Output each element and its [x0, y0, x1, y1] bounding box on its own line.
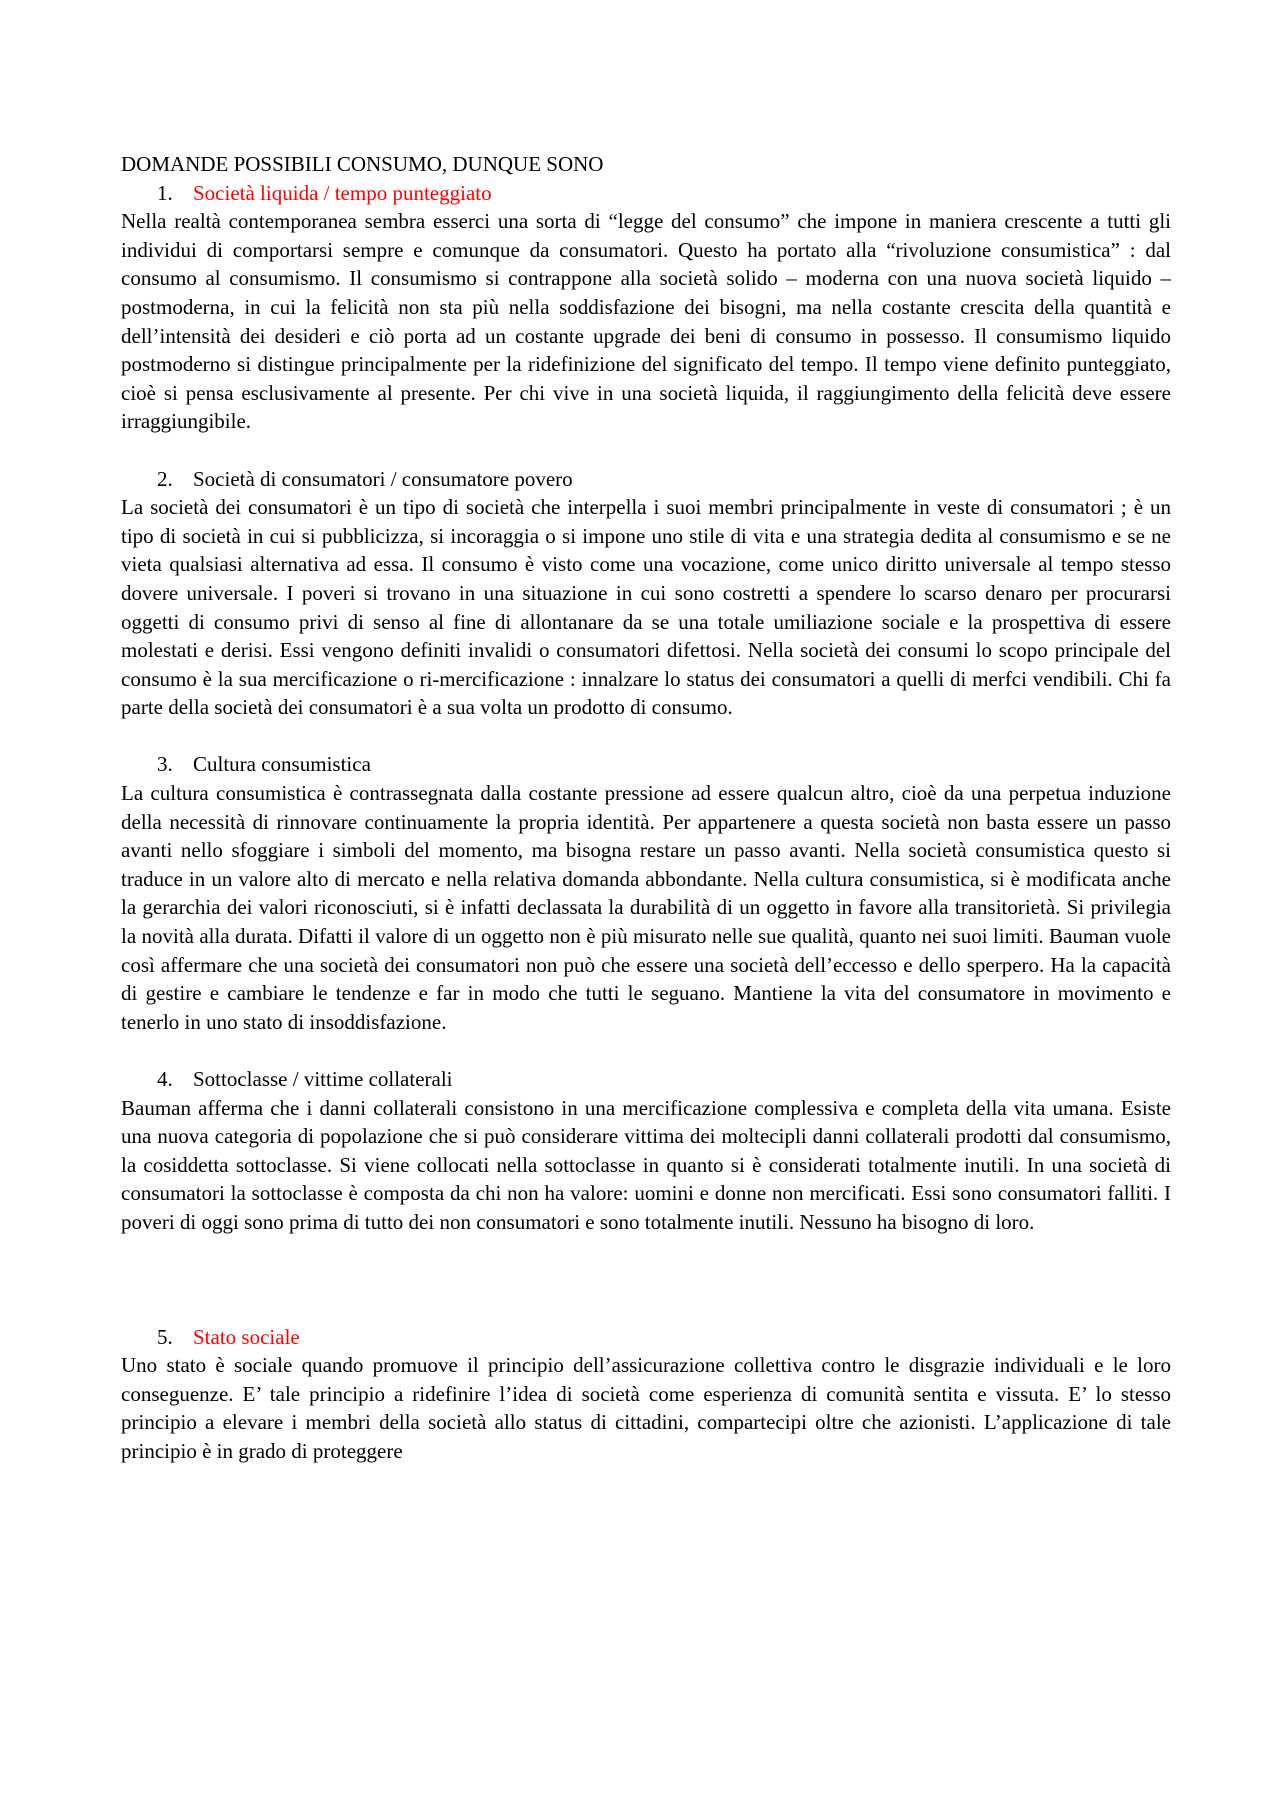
section-title: Società di consumatori / consumatore povero	[193, 466, 573, 491]
section-body-1: Nella realtà contemporanea sembra esserci una sorta di “legge del consumo” che impone in maniera crescente a tutti gli individui di comportarsi sempre e comunque da consumatori. Questo ha portato alla “rivoluzione consumistica” : dal consumo al consumismo. Il consumismo si contrappone alla società solido – moderna con una nuova società liquido – postmoderna, in cui la felicità non sta più nella soddisfazione dei bisogni, ma nella costante crescita della quantità e dell’intensità dei desideri e ciò porta ad un costante upgrade dei beni di consumo in possesso. Il consumismo liquido postmoderno si distingue principalmente per la ridefinizione del significato del tempo. Il tempo viene definito punteggiato, cioè si pensa esclusivamente al presente. Per chi vive in una società liquida, il raggiungimento della felicità deve essere irraggiungibile.	[121, 209, 1171, 434]
document-title: DOMANDE POSSIBILI CONSUMO, DUNQUE SONO	[121, 152, 604, 176]
paragraph-spacer	[121, 1237, 1171, 1323]
section-heading-3	[121, 750, 1171, 779]
section-body-4: Bauman afferma che i danni collaterali consistono in una mercificazione complessiva e completa della vita umana. Esiste una nuova categoria di popolazione che si può considerare vittima dei moltecipli danni collaterali prodotti dal consumismo, la cosiddetta sottoclasse. Si viene collocati nella sottoclasse in quanto si è considerati totalmente inutili. In una società di consumatori la sottoclasse è composta da chi non ha valore: uomini e donne non mercificati. Essi sono consumatori falliti. I poveri di oggi sono prima di tutto dei non consumatori e sono totalmente inutili. Nessuno ha bisogno di loro.	[121, 1095, 1171, 1234]
document-body	[121, 150, 1171, 1466]
section-title: Società liquida / tempo punteggiato	[193, 180, 492, 205]
section-title: Sottoclasse / vittime collaterali	[193, 1067, 453, 1091]
section-heading-4	[121, 1065, 1171, 1094]
section-number: 1.	[157, 180, 173, 205]
paragraph-spacer	[121, 1036, 1171, 1065]
section-body-3: La cultura consumistica è contrassegnata dalla costante pressione ad essere qualcun altro, cioè da una perpetua induzione della necessità di rinnovare continuamente la propria identità. Per appartenere a questa società non basta essere un passo avanti nello sfoggiare i simboli del momento, ma bisogna restare un passo avanti. Nella società consumistica questo si traduce in un valore alto di mercato e nella relativa domanda abbondante. Nella cultura consumistica, si è modificata anche la gerarchia dei valori riconosciuti, si è infatti declassata la durabilità di un oggetto in favore alla transitorietà. Si privilegia la novità alla durata. Difatti il valore di un oggetto non è più misurato nelle sue qualità, quanto nei suoi limiti. Bauman vuole così affermare che una società dei consumatori non può che essere una società dell’eccesso e dello sperpero. Ha la capacità di gestire e cambiare le tendenze e far in modo che tutti le seguano. Mantiene la vita del consumatore in movimento e tenerlo in uno stato di insoddisfazione.	[121, 781, 1171, 1034]
section-body-2: La società dei consumatori è un tipo di società che interpella i suoi membri principalmente in veste di consumatori ; è un tipo di società in cui si pubblicizza, si incoraggia o si impone uno stile di vita e una strategia dedita al consumismo e se ne vieta qualsiasi alternativa ad essa. Il consumo è visto come una vocazione, come unico diritto universale al tempo stesso dovere universale. I poveri si trovano in una situazione in cui sono costretti a spendere lo scarso denaro per procurarsi oggetti di consumo privi di senso al fine di allontanare da se una totale umiliazione sociale e la prospettiva di essere molestati e derisi. Essi vengono definiti invalidi o consumatori difettosi. Nella società dei consumi lo scopo principale del consumo è la sua mercificazione o ri-mercificazione : innalzare lo status dei consumatori a quelli di merfci vendibili. Chi fa parte della società dei consumatori è a sua volta un prodotto di consumo.	[121, 495, 1171, 720]
section-heading-1	[121, 179, 1171, 208]
paragraph-spacer	[121, 722, 1171, 751]
section-number: 2.	[157, 466, 173, 491]
section-title: Cultura consumistica	[193, 752, 371, 777]
section-number: 4.	[157, 1067, 173, 1091]
section-heading-5	[121, 1323, 1171, 1352]
paragraph-spacer	[121, 436, 1171, 465]
section-heading-2	[121, 465, 1171, 494]
section-body-5: Uno stato è sociale quando promuove il principio dell’assicurazione collettiva contro le disgrazie individuali e le loro conseguenze. E’ tale principio a ridefinire l’idea di società come esperienza di comunità sentita e vissuta. E’ lo stesso principio a elevare i membri della società allo status di cittadini, compartecipi oltre che azionisti. L’applicazione di tale principio è in grado di proteggere	[121, 1353, 1171, 1463]
section-title: Stato sociale	[193, 1324, 300, 1349]
section-number: 5.	[157, 1324, 173, 1349]
section-number: 3.	[157, 752, 173, 777]
